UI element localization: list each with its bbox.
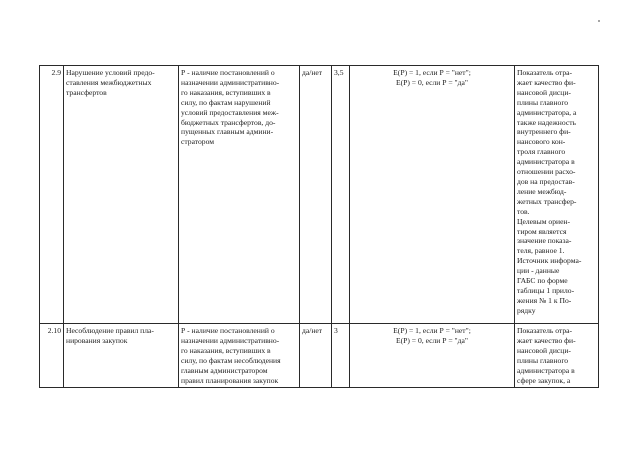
formula: Е(Р) = 1, если Р = "нет"; Е(Р) = 0, если Р = "да"	[350, 324, 515, 388]
points-value: 3,5	[332, 66, 350, 324]
indicator-comment: Показатель отра- жает качество фи- нансовой дисци- плины главного администратора в сфере закупок, а	[515, 324, 599, 388]
indicator-definition: Р - наличие постановлений о назначении административно- го наказания, вступивших в силу, по фактам нарушений условий предоставления меж- бюджетных трансфертов, до- пущенных главным админи- стратором	[179, 66, 300, 324]
indicator-definition: Р - наличие постановлений о назначении административно- го наказания, вступивших в силу, по фактам несоблюдения главным администратором правил планирования закупок	[179, 324, 300, 388]
indicator-name: Несоблюдение правил пла- нирования закупок	[64, 324, 179, 388]
scan-speck	[598, 20, 600, 22]
formula: Е(Р) = 1, если Р = "нет"; Е(Р) = 0, если Р = "да"	[350, 66, 515, 324]
indicator-name: Нарушение условий предо- ставления межбюджетных трансфертов	[64, 66, 179, 324]
row-number: 2.9	[40, 66, 64, 324]
answer-type: да/нет	[300, 66, 332, 324]
points-value: 3	[332, 324, 350, 388]
row-number: 2.10	[40, 324, 64, 388]
table-row	[40, 66, 599, 324]
indicator-comment: Показатель отра- жает качество фи- нансовой дисци- плины главного администратора, а также надежность внутреннего фи- нансового кон- троля главного администратора в отношении расхо- дов на предостав- ление межбюд- жетных трансфер- тов. Целевым ориен- тиром является значение показа- теля, равное 1. Источник информа- ции - данные ГАБС по форме таблицы 1 прило- жения № 1 к По- рядку	[515, 66, 599, 324]
indicator-table	[39, 65, 599, 388]
answer-type: да/нет	[300, 324, 332, 388]
table-row	[40, 324, 599, 388]
